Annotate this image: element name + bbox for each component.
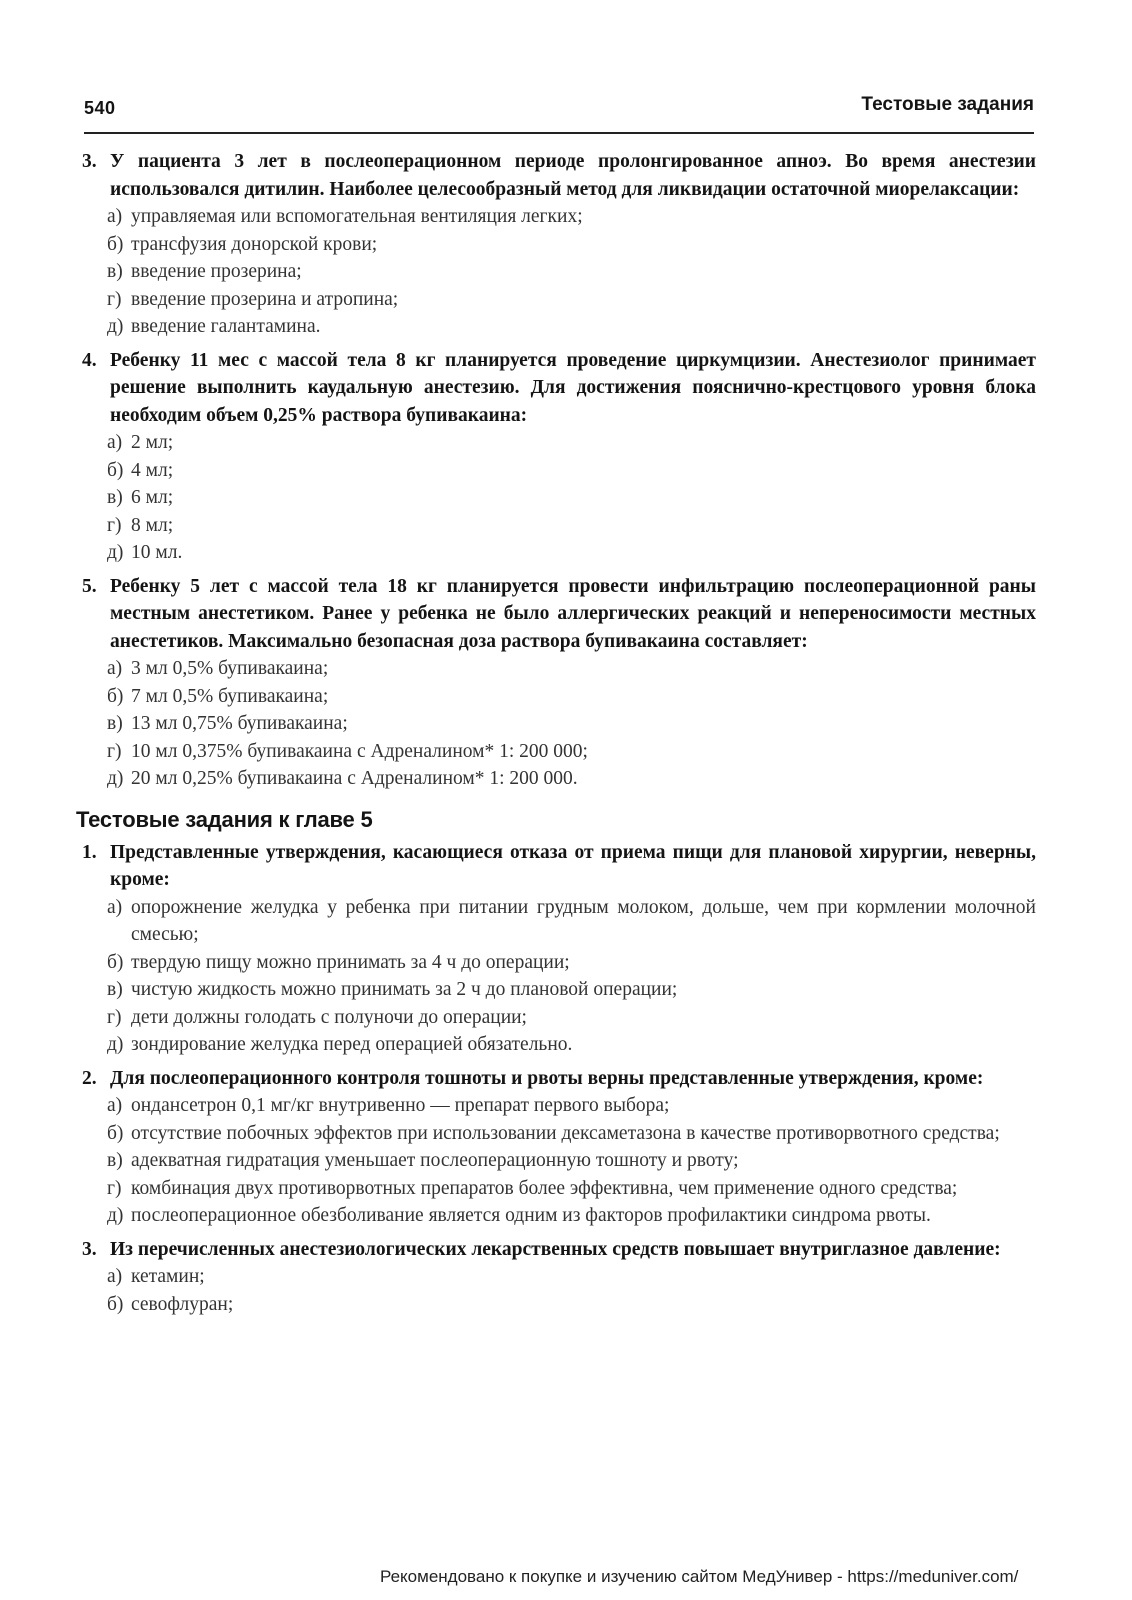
- answer-text: опорожнение желудка у ребенка при питании грудным молоком, дольше, чем при кормлении молочной смесью;: [131, 896, 1036, 945]
- question: [76, 839, 1036, 1059]
- answer-option: [76, 512, 1036, 540]
- answer-option: [76, 203, 1036, 231]
- answer-option: [76, 1120, 1036, 1148]
- question: [76, 1065, 1036, 1230]
- question-text: [76, 347, 1036, 430]
- answer-text: трансфузия донорской крови;: [131, 233, 378, 255]
- answer-text: адекватная гидратация уменьшает послеоперационную тошноту и рвоту;: [131, 1150, 739, 1171]
- answer-letter: б): [107, 1293, 124, 1315]
- answer-letter: д): [107, 542, 124, 563]
- answer-option: [76, 1175, 1036, 1203]
- question-number: 5.: [82, 575, 97, 597]
- question: [76, 1236, 1036, 1319]
- answer-text: 10 мл 0,375% бупивакаина с Адреналином* 1: 200 000;: [131, 740, 588, 762]
- page-number: 540: [84, 98, 116, 118]
- question-number: 2.: [82, 1067, 97, 1089]
- question-number: 4.: [82, 349, 97, 371]
- answer-letter: а): [107, 432, 123, 453]
- answer-text: дети должны голодать с полуночи до операции;: [131, 1006, 527, 1028]
- question-body: Ребенку 5 лет с массой тела 18 кг планируется провести инфильтрацию послеоперационной раны местным анестетиком. Ранее у ребенка не было аллергических реакций и непереносимости местных анестетиков. Максимально безопасная доза раствора бупивакаина составляет:: [110, 575, 1036, 652]
- answer-letter: а): [107, 658, 123, 679]
- answer-text: 20 мл 0,25% бупивакаина с Адреналином* 1: 200 000.: [131, 768, 578, 789]
- page-content: [76, 148, 1036, 1324]
- answer-letter: б): [107, 233, 124, 255]
- answer-letter: в): [107, 261, 123, 282]
- questions-block-chapter-4: [76, 148, 1036, 793]
- answer-option: [76, 949, 1036, 977]
- question: [76, 148, 1036, 341]
- question: [76, 347, 1036, 567]
- answer-letter: а): [107, 206, 123, 227]
- answer-option: [76, 258, 1036, 286]
- answer-text: управляемая или вспомогательная вентиляция легких;: [131, 206, 583, 227]
- footer-recommendation: Рекомендовано к покупке и изучению сайтом МедУнивер - https://meduniver.com/: [380, 1567, 1019, 1586]
- answer-letter: г): [107, 1177, 122, 1199]
- answer-letter: а): [107, 896, 123, 918]
- answer-letter: д): [107, 1205, 124, 1226]
- answer-option: [76, 429, 1036, 457]
- question-body: У пациента 3 лет в послеоперационном периоде пролонгированное апноэ. Во время анестезии использовался дитилин. Наиболее целесообразный метод для ликвидации остаточной миорелаксации:: [110, 151, 1036, 200]
- answer-option: [76, 313, 1036, 341]
- question-body: Для послеоперационного контроля тошноты и рвоты верны представленные утверждения, кроме:: [110, 1067, 984, 1089]
- question-text: [76, 839, 1036, 894]
- answer-option: [76, 655, 1036, 683]
- answer-letter: д): [107, 768, 124, 789]
- answer-text: 6 мл;: [131, 487, 174, 508]
- answer-letter: д): [107, 316, 124, 337]
- answer-text: севофлуран;: [131, 1293, 234, 1315]
- answer-option: [76, 457, 1036, 485]
- answer-text: зондирование желудка перед операцией обязательно.: [131, 1034, 573, 1055]
- answer-letter: г): [107, 514, 122, 536]
- question-number: 3.: [82, 1238, 97, 1260]
- question-text: [76, 1236, 1036, 1264]
- question: [76, 573, 1036, 793]
- answer-option: [76, 765, 1036, 793]
- answer-option: [76, 1291, 1036, 1319]
- answer-text: кетамин;: [131, 1266, 205, 1287]
- answer-option: [76, 1202, 1036, 1230]
- answer-option: [76, 738, 1036, 766]
- answer-option: [76, 976, 1036, 1004]
- answer-text: чистую жидкость можно принимать за 2 ч до плановой операции;: [131, 979, 678, 1000]
- answer-text: 2 мл;: [131, 432, 174, 453]
- answer-letter: а): [107, 1095, 123, 1116]
- question-text: [76, 573, 1036, 656]
- answer-option: [76, 1092, 1036, 1120]
- answer-text: 10 мл.: [131, 542, 183, 563]
- answer-letter: б): [107, 951, 124, 973]
- answer-text: отсутствие побочных эффектов при использовании дексаметазона в качестве противорвотного средства;: [131, 1122, 1000, 1144]
- answer-letter: в): [107, 487, 123, 508]
- question-body: Ребенку 11 мес с массой тела 8 кг планируется проведение циркумцизии. Анестезиолог принимает решение выполнить каудальную анестезию. Для достижения пояснично-крестцового уровня блока необходим объем 0,25% раствора бупивакаина:: [110, 349, 1036, 426]
- answer-text: введение прозерина и атропина;: [131, 288, 399, 310]
- question-number: 3.: [82, 151, 97, 172]
- answer-option: [76, 683, 1036, 711]
- answer-option: [76, 1147, 1036, 1175]
- question-text: [76, 148, 1036, 203]
- answer-letter: г): [107, 288, 122, 310]
- answer-letter: а): [107, 1266, 123, 1287]
- answer-letter: б): [107, 1122, 124, 1144]
- answer-option: [76, 1263, 1036, 1291]
- answer-text: комбинация двух противорвотных препаратов более эффективна, чем применение одного средства;: [131, 1177, 958, 1199]
- section-title: Тестовые задания к главе 5: [76, 806, 373, 832]
- answer-text: послеоперационное обезболивание является одним из факторов профилактики синдрома рвоты.: [131, 1205, 931, 1226]
- answer-option: [76, 231, 1036, 259]
- answer-letter: г): [107, 740, 122, 762]
- answer-letter: г): [107, 1006, 122, 1028]
- question-text: [76, 1065, 1036, 1093]
- answer-text: ондансетрон 0,1 мг/кг внутривенно — препарат первого выбора;: [131, 1095, 670, 1116]
- answer-text: твердую пищу можно принимать за 4 ч до операции;: [131, 951, 570, 973]
- answer-option: [76, 894, 1036, 949]
- question-body: Представленные утверждения, касающиеся отказа от приема пищи для плановой хирургии, неверны, кроме:: [110, 841, 1036, 890]
- answer-letter: в): [107, 979, 123, 1000]
- questions-block-chapter-5: [76, 839, 1036, 1319]
- answer-option: [76, 710, 1036, 738]
- answer-letter: д): [107, 1034, 124, 1055]
- answer-option: [76, 539, 1036, 567]
- question-body: Из перечисленных анестезиологических лекарственных средств повышает внутриглазное давление:: [110, 1238, 1001, 1260]
- answer-letter: б): [107, 459, 124, 481]
- answer-letter: в): [107, 713, 123, 734]
- answer-text: введение прозерина;: [131, 261, 302, 282]
- question-number: 1.: [82, 841, 97, 863]
- page-header: [84, 92, 1034, 134]
- answer-letter: б): [107, 685, 124, 707]
- answer-text: введение галантамина.: [131, 316, 321, 337]
- answer-text: 3 мл 0,5% бупивакаина;: [131, 658, 329, 679]
- answer-text: 8 мл;: [131, 514, 174, 536]
- answer-text: 13 мл 0,75% бупивакаина;: [131, 713, 348, 734]
- answer-text: 4 мл;: [131, 459, 174, 481]
- answer-option: [76, 1031, 1036, 1059]
- answer-text: 7 мл 0,5% бупивакаина;: [131, 685, 329, 707]
- answer-option: [76, 286, 1036, 314]
- answer-letter: в): [107, 1150, 123, 1171]
- running-title: Тестовые задания: [861, 94, 1034, 115]
- answer-option: [76, 1004, 1036, 1032]
- answer-option: [76, 484, 1036, 512]
